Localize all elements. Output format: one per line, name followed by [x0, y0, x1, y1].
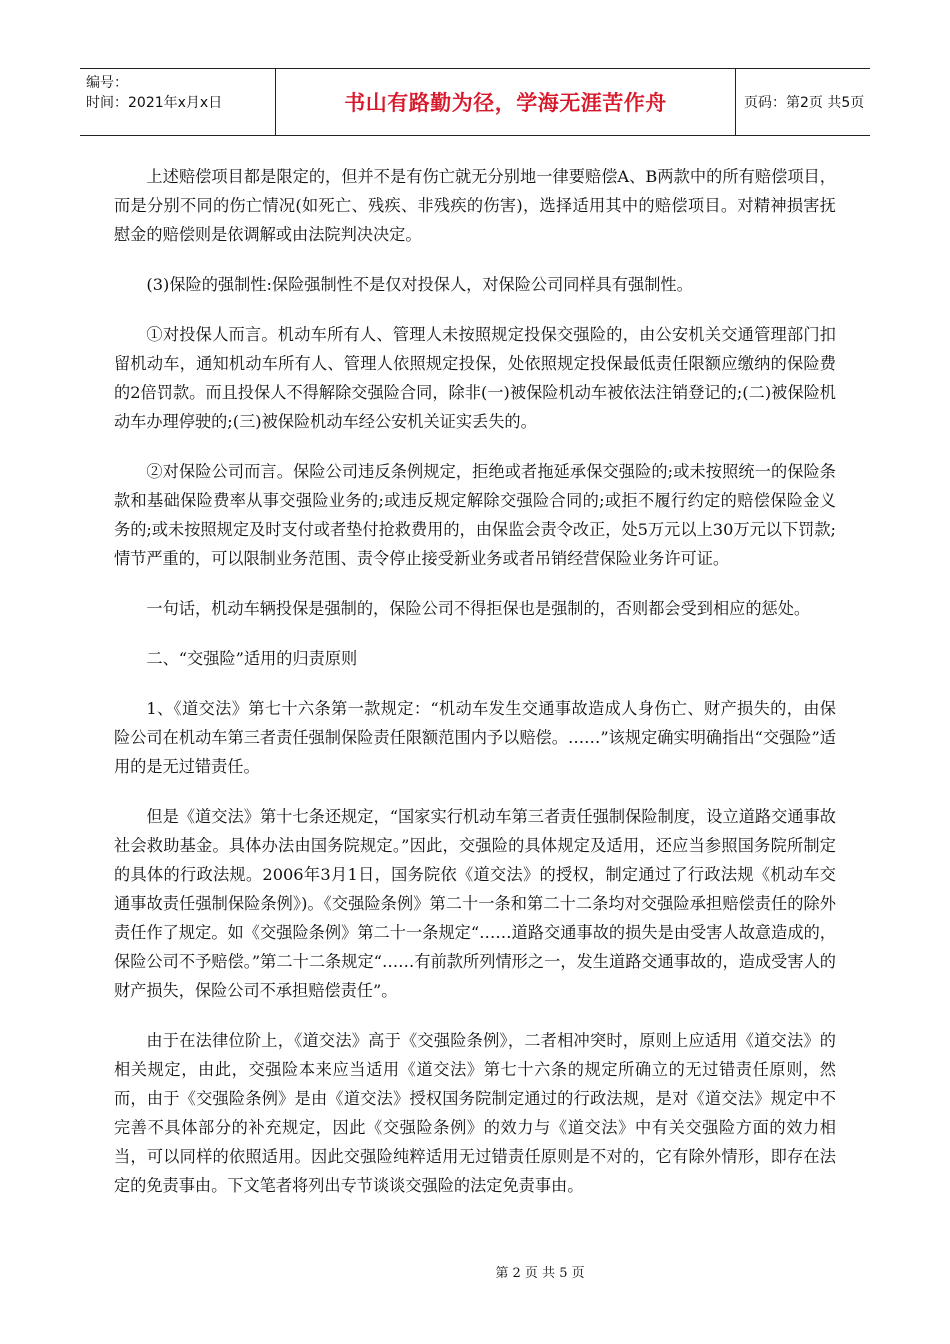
paragraph: (3)保险的强制性:保险强制性不是仅对投保人，对保险公司同样具有强制性。: [146, 275, 693, 294]
section-heading: 二、“交强险”适用的归责原则: [146, 649, 358, 668]
paragraph: ①对投保人而言。机动车所有人、管理人未按照规定投保交强险的，由公安机关交通管理部门扣留机动车，通知机动车所有人、管理人依照规定投保，处依照规定投保最低责任限额应缴纳的保险费的2倍罚款。而且投保人不得解除交强险合同，除非(一)被保险机动车被依法注销登记的;(二)被保险机动车办理停驶的;(三)被保险机动车经公安机关证实丢失的。: [114, 325, 836, 431]
header-page-info: 页码：第2页 共5页: [744, 95, 865, 111]
document-number-label: 编号：: [86, 75, 128, 91]
header-motto: 书山有路勤为径，学海无涯苦作舟: [276, 69, 736, 135]
paragraph: 由于在法律位阶上，《道交法》高于《交强险条例》，二者相冲突时，原则上应适用《道交法》的相关规定，由此，交强险本来应当适用《道交法》第七十六条的规定所确立的无过错责任原则，然而，由于《交强险条例》是由《道交法》授权国务院制定通过的行政法规，是对《道交法》规定中不完善不具体部分的补充规定，因此《交强险条例》的效力与《道交法》中有关交强险方面的效力相当，可以同样的依照适用。因此交强险纯粹适用无过错责任原则是不对的，它有除外情形，即存在法定的免责事由。下文笔者将列出专节谈谈交强险的法定免责事由。: [114, 1031, 836, 1195]
document-body: [114, 162, 836, 1221]
header-meta: [80, 69, 276, 135]
paragraph: ②对保险公司而言。保险公司违反条例规定，拒绝或者拖延承保交强险的;或未按照统一的保险条款和基础保险费率从事交强险业务的;或违反规定解除交强险合同的;或拒不履行约定的赔偿保险金义务的;或未按照规定及时支付或者垫付抢救费用的，由保监会责令改正，处5万元以上30万元以下罚款;情节严重的，可以限制业务范围、责令停止接受新业务或者吊销经营保险业务许可证。: [114, 462, 836, 568]
paragraph: 上述赔偿项目都是限定的，但并不是有伤亡就无分别地一律要赔偿A、B两款中的所有赔偿项目，而是分别不同的伤亡情况(如死亡、残疾、非残疾的伤害)，选择适用其中的赔偿项目。对精神损害抚慰金的赔偿则是依调解或由法院判决决定。: [114, 167, 836, 244]
paragraph: 但是《道交法》第十七条还规定，“国家实行机动车第三者责任强制保险制度，设立道路交通事故社会救助基金。具体办法由国务院规定。”因此，交强险的具体规定及适用，还应当参照国务院所制定的具体的行政法规。2006年3月1日，国务院依《道交法》的授权，制定通过了行政法规《机动车交通事故责任强制保险条例》)。《交强险条例》第二十一条和第二十二条均对交强险承担赔偿责任的除外责任作了规定。如《交强险条例》第二十一条规定“……道路交通事故的损失是由受害人故意造成的，保险公司不予赔偿。”第二十二条规定“……有前款所列情形之一，发生道路交通事故的，造成受害人的财产损失，保险公司不承担赔偿责任”。: [114, 807, 836, 1000]
paragraph: 一句话，机动车辆投保是强制的，保险公司不得拒保也是强制的，否则都会受到相应的惩处。: [146, 599, 811, 618]
document-time-label: 时间：2021年x月x日: [86, 95, 223, 111]
page-header: [80, 68, 870, 136]
page-footer: 第 2 页 共 5 页: [495, 1266, 585, 1281]
paragraph: 1、《道交法》第七十六条第一款规定：“机动车发生交通事故造成人身伤亡、财产损失的，由保险公司在机动车第三者责任强制保险责任限额范围内予以赔偿。……”该规定确实明确指出“交强险”适用的是无过错责任。: [114, 699, 836, 776]
